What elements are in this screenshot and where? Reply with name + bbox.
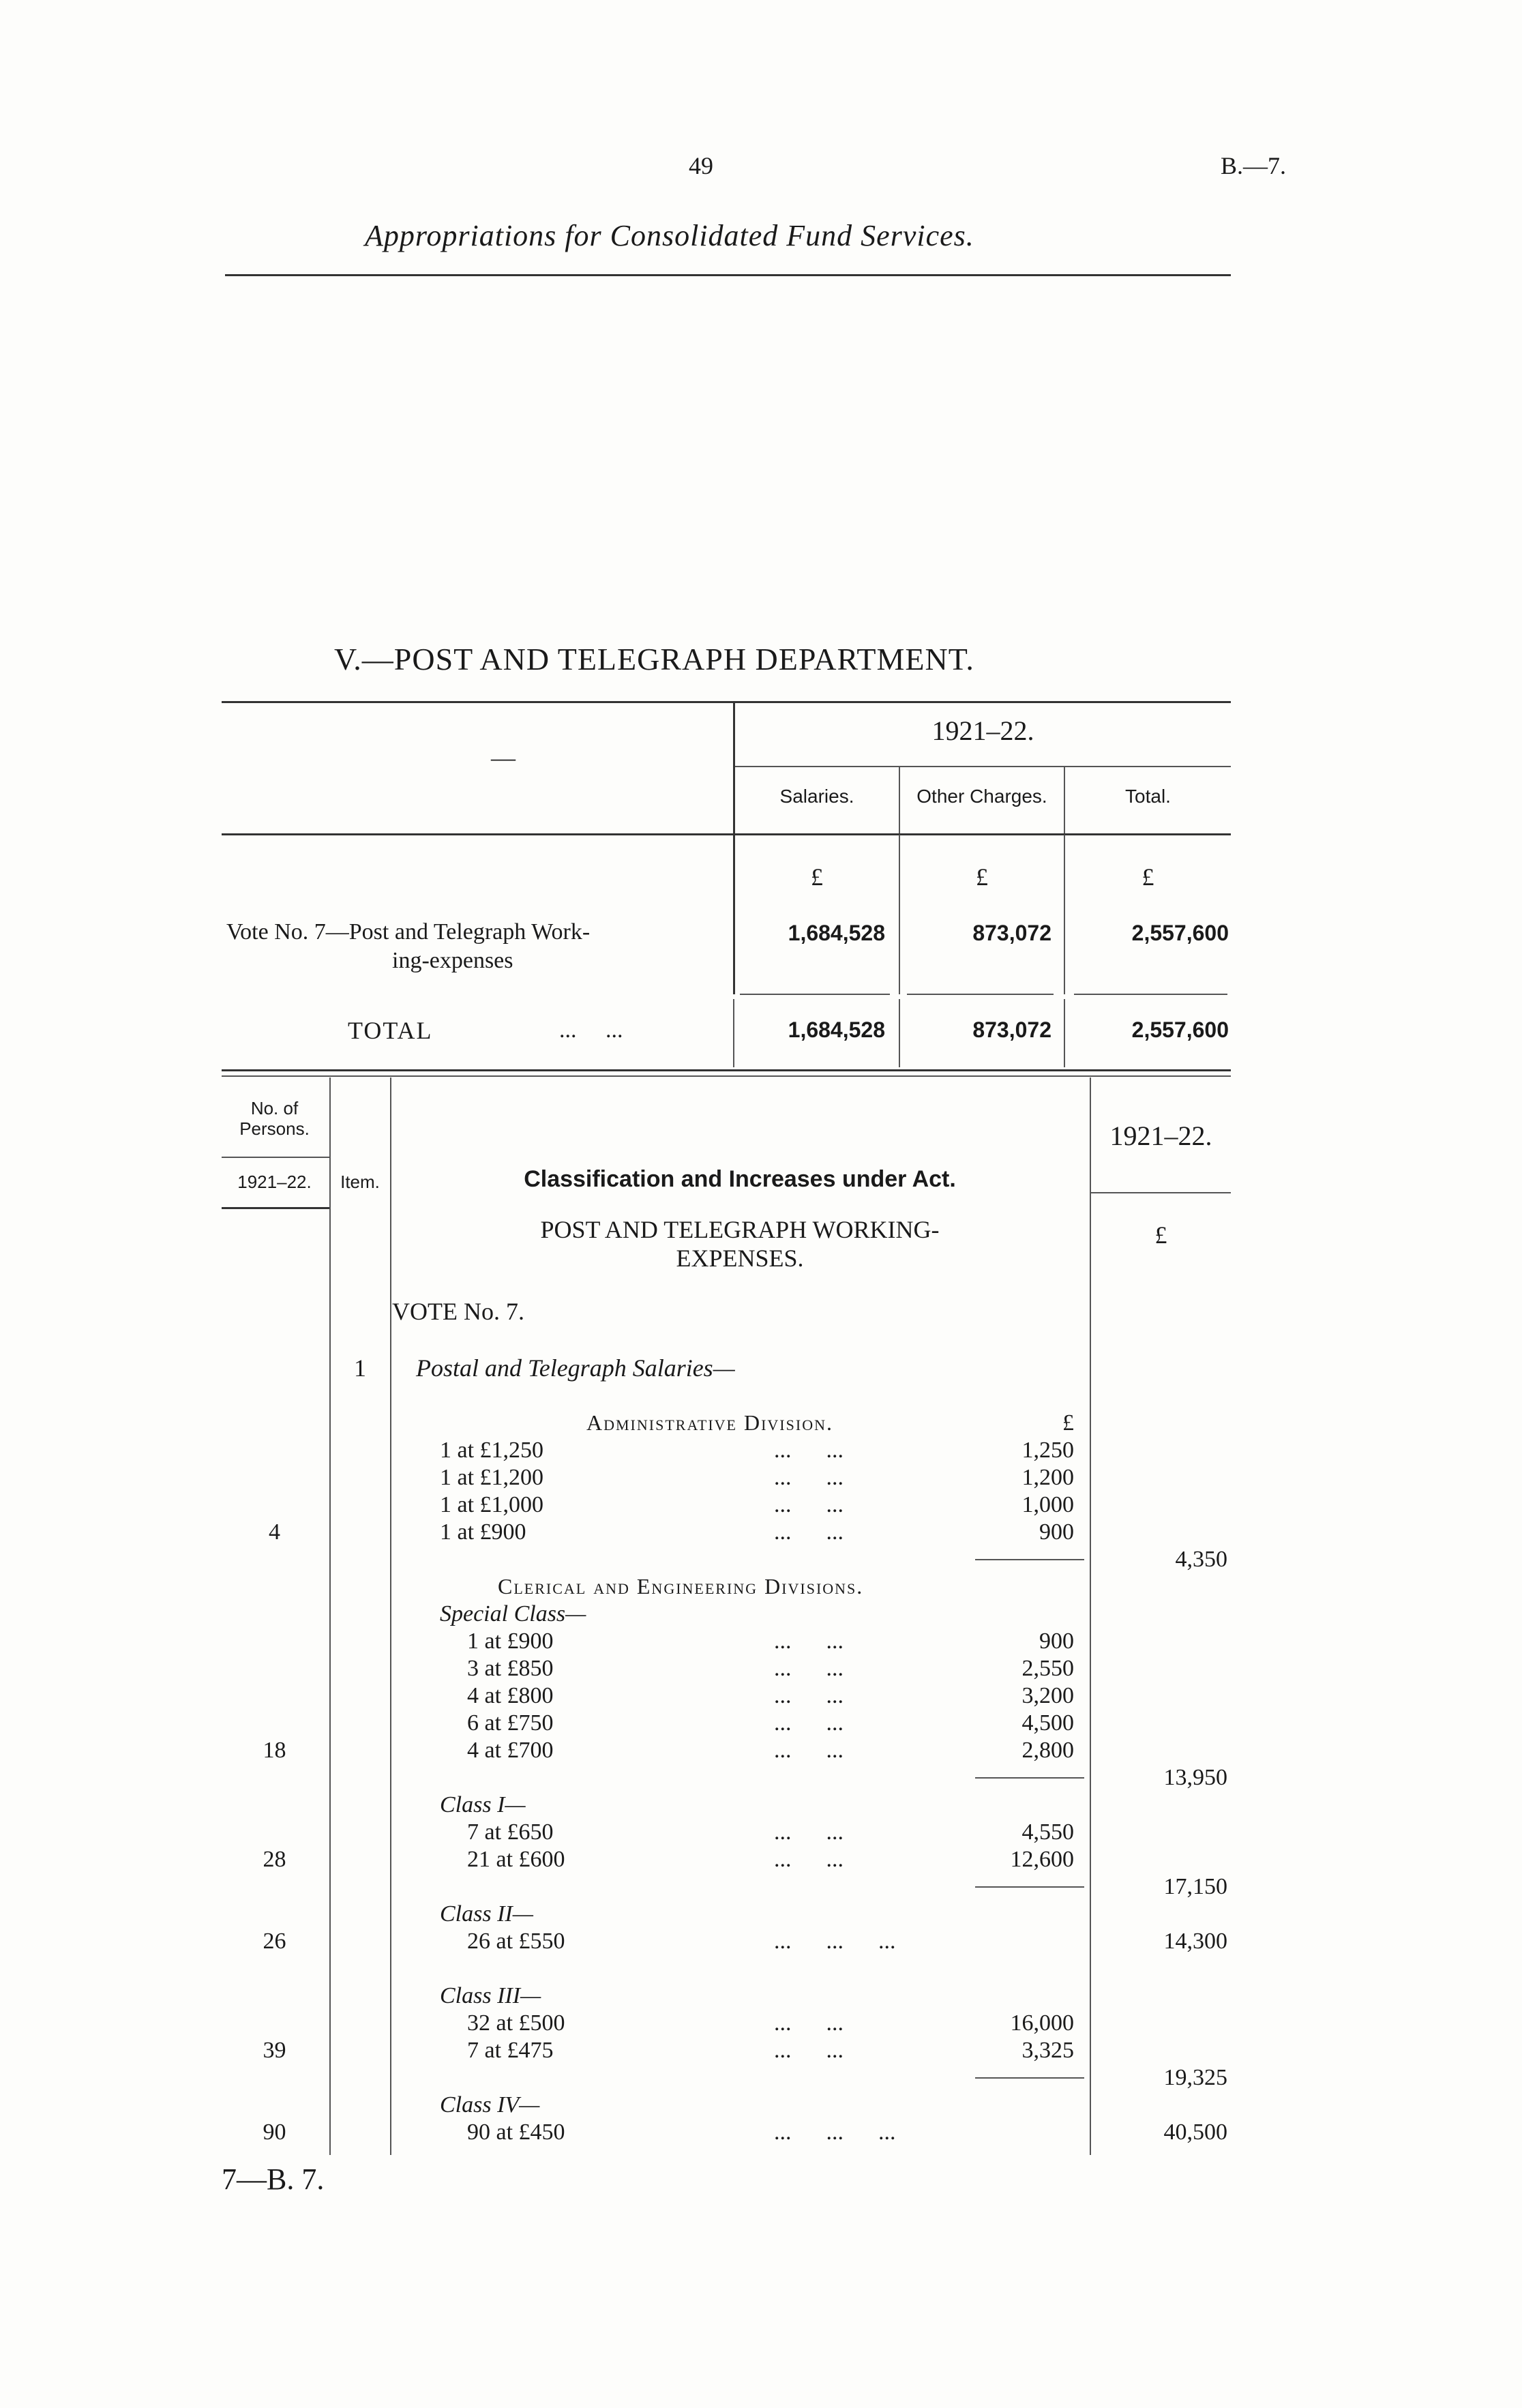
- row-dots: ... ...: [774, 1847, 844, 1872]
- amount-head-rule: [1091, 1192, 1231, 1193]
- row-dots: ... ...: [774, 1710, 844, 1736]
- row-dots: ... ... ...: [774, 1929, 896, 1954]
- col-item: Item.: [340, 1172, 380, 1192]
- row-dots: ... ...: [774, 2038, 844, 2063]
- row-amount: 2,550: [1021, 1656, 1074, 1681]
- special-class-heading: Special Class—: [440, 1601, 586, 1626]
- subheading-line2: EXPENSES.: [676, 1245, 804, 1272]
- admin-total: 4,350: [1175, 1547, 1227, 1572]
- row-dots: ... ...: [774, 2010, 844, 2036]
- admin-persons: 4: [269, 1519, 280, 1545]
- row-desc: 4 at £800: [467, 1683, 554, 1708]
- row-amount: 1,000: [1021, 1492, 1074, 1517]
- col-persons-line2: Persons.: [239, 1118, 310, 1139]
- row-desc: 21 at £600: [467, 1847, 565, 1872]
- row-desc: 7 at £650: [467, 1819, 554, 1845]
- item-number: 1: [354, 1354, 366, 1382]
- row-desc: 32 at £500: [467, 2010, 565, 2036]
- special-total: 13,950: [1163, 1765, 1227, 1790]
- stub-dash: —: [491, 744, 516, 771]
- summary-top-rule: [222, 701, 1231, 703]
- vote-other: 873,072: [972, 921, 1051, 945]
- unit-total: £: [1142, 863, 1154, 891]
- class1-persons: 28: [263, 1847, 286, 1872]
- summary-head-rule: [222, 833, 1231, 835]
- row-amount: 4,550: [1021, 1819, 1074, 1845]
- class1-heading: Class I—: [440, 1792, 526, 1817]
- row-amount: 4,500: [1021, 1710, 1074, 1736]
- detail-top-rule-b: [222, 1075, 1231, 1077]
- row-desc: 3 at £850: [467, 1656, 554, 1681]
- col-other-charges: Other Charges.: [916, 786, 1047, 807]
- class2-persons: 26: [263, 1929, 286, 1954]
- class3-subtotal-rule: [975, 2077, 1084, 2079]
- total-dots: ... ...: [559, 1017, 623, 1043]
- class1-subtotal-rule: [975, 1886, 1084, 1888]
- page-number: 49: [689, 152, 713, 179]
- special-persons: 18: [263, 1738, 286, 1763]
- row-dots: ... ...: [774, 1492, 844, 1517]
- detail-top-rule-a: [222, 1069, 1231, 1071]
- col-total: Total.: [1125, 786, 1171, 807]
- unit-salaries: £: [811, 863, 823, 891]
- col-persons-line1: No. of: [250, 1098, 299, 1118]
- row-dots: ... ...: [774, 1656, 844, 1681]
- section-title: V.—POST AND TELEGRAPH DEPARTMENT.: [334, 642, 974, 677]
- row-dots: ... ...: [774, 1438, 844, 1463]
- row-desc: 4 at £700: [467, 1738, 554, 1763]
- class4-heading: Class IV—: [440, 2092, 540, 2117]
- item-col-rule: [390, 1077, 391, 2155]
- class1-total: 17,150: [1163, 1874, 1227, 1899]
- sum-rule-2: [907, 994, 1054, 995]
- row-desc: 6 at £750: [467, 1710, 554, 1736]
- row-dots: ... ...: [774, 1819, 844, 1845]
- printer-signature: 7—B. 7.: [222, 2162, 325, 2196]
- class2-heading: Class II—: [440, 1901, 533, 1927]
- persons-head-rule: [222, 1157, 329, 1158]
- row-desc: 7 at £475: [467, 2038, 554, 2063]
- running-title: Appropriations for Consolidated Fund Services.: [365, 219, 974, 252]
- vote-total: 2,557,600: [1131, 921, 1229, 945]
- vote-label-cont: ing-expenses: [392, 948, 513, 973]
- row-dots: ... ...: [774, 1738, 844, 1763]
- vote-salaries: 1,684,528: [788, 921, 885, 945]
- row-dots: ... ... ...: [774, 2120, 896, 2145]
- col-amount-year: 1921–22.: [1109, 1120, 1212, 1151]
- class3-persons: 39: [263, 2038, 286, 2063]
- row-amount: 900: [1039, 1629, 1074, 1654]
- total-other: 873,072: [972, 1017, 1051, 1042]
- summary-divider-2: [733, 999, 734, 1067]
- class4-persons: 90: [263, 2120, 286, 2145]
- row-amount: 1,250: [1021, 1438, 1074, 1463]
- total-total: 2,557,600: [1131, 1017, 1229, 1042]
- row-dots: ... ...: [774, 1683, 844, 1708]
- col-persons-year: 1921–22.: [237, 1172, 312, 1192]
- total-salaries: 1,684,528: [788, 1017, 885, 1042]
- summary-year: 1921–22.: [931, 715, 1034, 746]
- admin-division-heading: Administrative Division.: [586, 1410, 833, 1435]
- persons-data-rule: [222, 1207, 329, 1209]
- persons-col-rule: [329, 1077, 331, 2155]
- summary-col-rule-4: [1064, 835, 1065, 994]
- sum-rule-1: [740, 994, 890, 995]
- row-amount: 900: [1039, 1519, 1074, 1545]
- row-desc: 1 at £1,200: [440, 1465, 544, 1490]
- class2-total: 14,300: [1163, 1929, 1227, 1954]
- row-amount: 12,600: [1010, 1847, 1074, 1872]
- row-dots: ... ...: [774, 1629, 844, 1654]
- row-amount: 3,200: [1021, 1683, 1074, 1708]
- summary-year-rule: [735, 766, 1231, 767]
- class4-total: 40,500: [1163, 2120, 1227, 2145]
- header-rule: [225, 274, 1231, 276]
- vote-label: Vote No. 7—Post and Telegraph Work-: [226, 919, 591, 945]
- unit-other: £: [976, 863, 988, 891]
- row-desc: 26 at £550: [467, 1929, 565, 1954]
- col-classification: Classification and Increases under Act.: [524, 1166, 956, 1192]
- row-dots: ... ...: [774, 1519, 844, 1545]
- vote-number: VOTE No. 7.: [392, 1298, 524, 1325]
- row-desc: 1 at £1,250: [440, 1438, 544, 1463]
- summary-col-rule-3: [899, 835, 900, 994]
- amount-unit: £: [1154, 1221, 1167, 1249]
- row-desc: 1 at £900: [467, 1629, 554, 1654]
- total-label: TOTAL: [348, 1017, 433, 1044]
- subheading: [392, 1215, 1088, 1273]
- sub-unit: £: [1062, 1410, 1074, 1436]
- row-desc: 1 at £900: [440, 1519, 526, 1545]
- clerical-division-heading: Clerical and Engineering Divisions.: [498, 1574, 864, 1599]
- row-amount: 1,200: [1021, 1465, 1074, 1490]
- row-dots: ... ...: [774, 1465, 844, 1490]
- subheading-line1: POST AND TELEGRAPH WORKING-: [540, 1216, 940, 1243]
- document-ref: B.—7.: [1221, 152, 1287, 179]
- item-label: Postal and Telegraph Salaries—: [416, 1354, 735, 1382]
- class3-total: 19,325: [1163, 2065, 1227, 2090]
- row-amount: 2,800: [1021, 1738, 1074, 1763]
- row-desc: 90 at £450: [467, 2120, 565, 2145]
- row-desc: 1 at £1,000: [440, 1492, 544, 1517]
- col-salaries: Salaries.: [779, 786, 854, 807]
- sum-rule-3: [1074, 994, 1227, 995]
- special-subtotal-rule: [975, 1777, 1084, 1779]
- row-amount: 16,000: [1010, 2010, 1074, 2036]
- col-persons: [222, 1098, 327, 1139]
- admin-subtotal-rule: [975, 1559, 1084, 1560]
- class3-heading: Class III—: [440, 1983, 541, 2008]
- row-amount: 3,325: [1021, 2038, 1074, 2063]
